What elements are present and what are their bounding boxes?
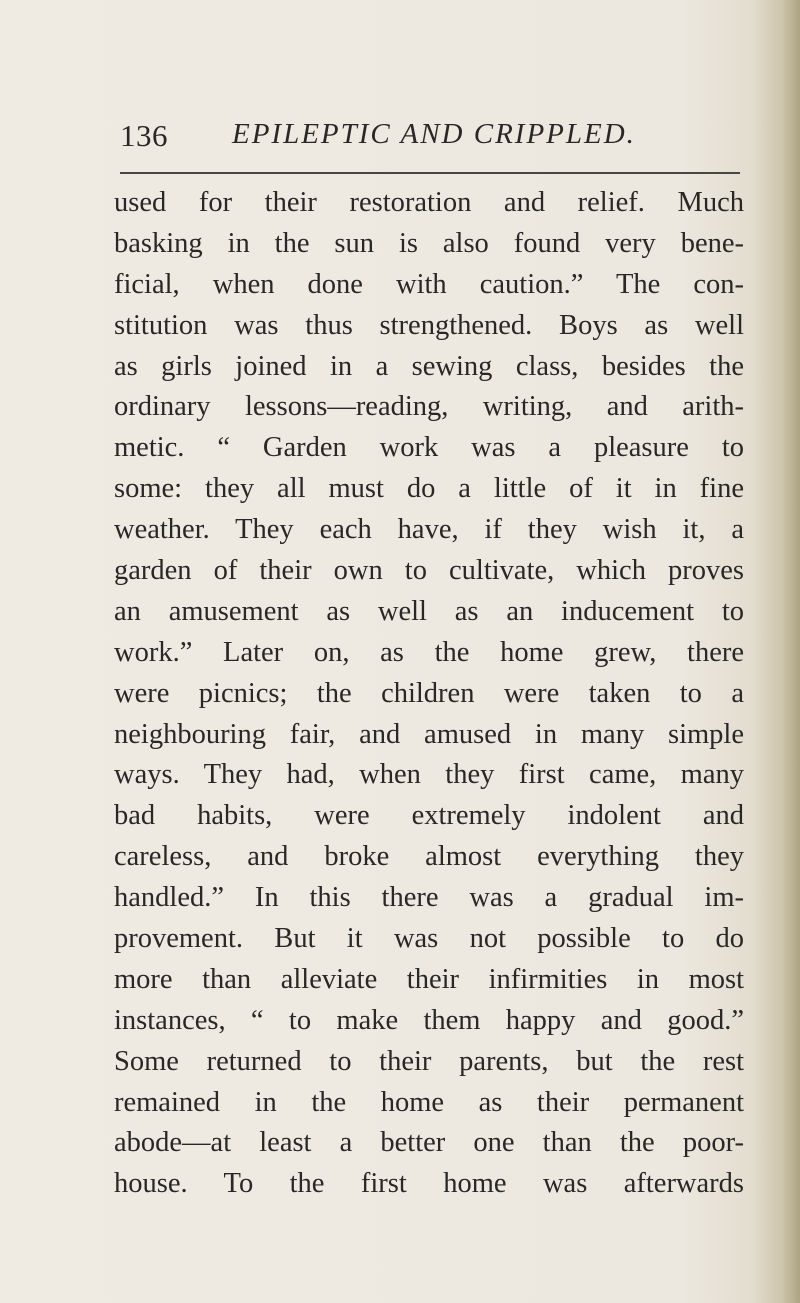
text-line: instances, “ to make them happy and good.”	[114, 1004, 744, 1036]
text-line: ordinary lessons—reading, writing, and arith-	[114, 391, 744, 423]
text-line: ficial, when done with caution.” The con-	[114, 268, 744, 300]
text-line: were picnics; the children were taken to a	[114, 677, 744, 709]
text-line: bad habits, were extremely indolent and	[114, 800, 744, 832]
text-line: provement. But it was not possible to do	[114, 923, 744, 955]
text-line: ways. They had, when they first came, many	[114, 759, 744, 791]
text-line: remained in the home as their permanent	[114, 1086, 744, 1118]
text-line: an amusement as well as an inducement to	[114, 595, 744, 627]
body-text	[114, 183, 744, 1205]
text-line: some: they all must do a little of it in fine	[114, 473, 744, 505]
running-head: EPILEPTIC AND CRIPPLED.	[232, 118, 636, 150]
text-line: basking in the sun is also found very bene-	[114, 227, 744, 259]
text-line: more than alleviate their infirmities in most	[114, 963, 744, 995]
text-line: stitution was thus strengthened. Boys as well	[114, 309, 744, 341]
text-line: house. To the first home was afterwards	[114, 1168, 744, 1200]
text-line: garden of their own to cultivate, which proves	[114, 555, 744, 587]
text-line: neighbouring fair, and amused in many simple	[114, 718, 744, 750]
text-line: handled.” In this there was a gradual im-	[114, 882, 744, 914]
text-line: weather. They each have, if they wish it, a	[114, 514, 744, 546]
text-line: as girls joined in a sewing class, besides the	[114, 350, 744, 382]
text-line: used for their restoration and relief. Much	[114, 187, 744, 218]
text-line: metic. “ Garden work was a pleasure to	[114, 432, 744, 464]
page-edge-shadow	[754, 0, 800, 1303]
text-line: abode—at least a better one than the poor-	[114, 1127, 744, 1159]
page-header	[120, 118, 740, 168]
text-line: work.” Later on, as the home grew, there	[114, 636, 744, 668]
page-number: 136	[120, 118, 168, 153]
text-line: Some returned to their parents, but the rest	[114, 1045, 744, 1077]
header-rule	[120, 172, 740, 174]
text-line: careless, and broke almost everything they	[114, 841, 744, 873]
